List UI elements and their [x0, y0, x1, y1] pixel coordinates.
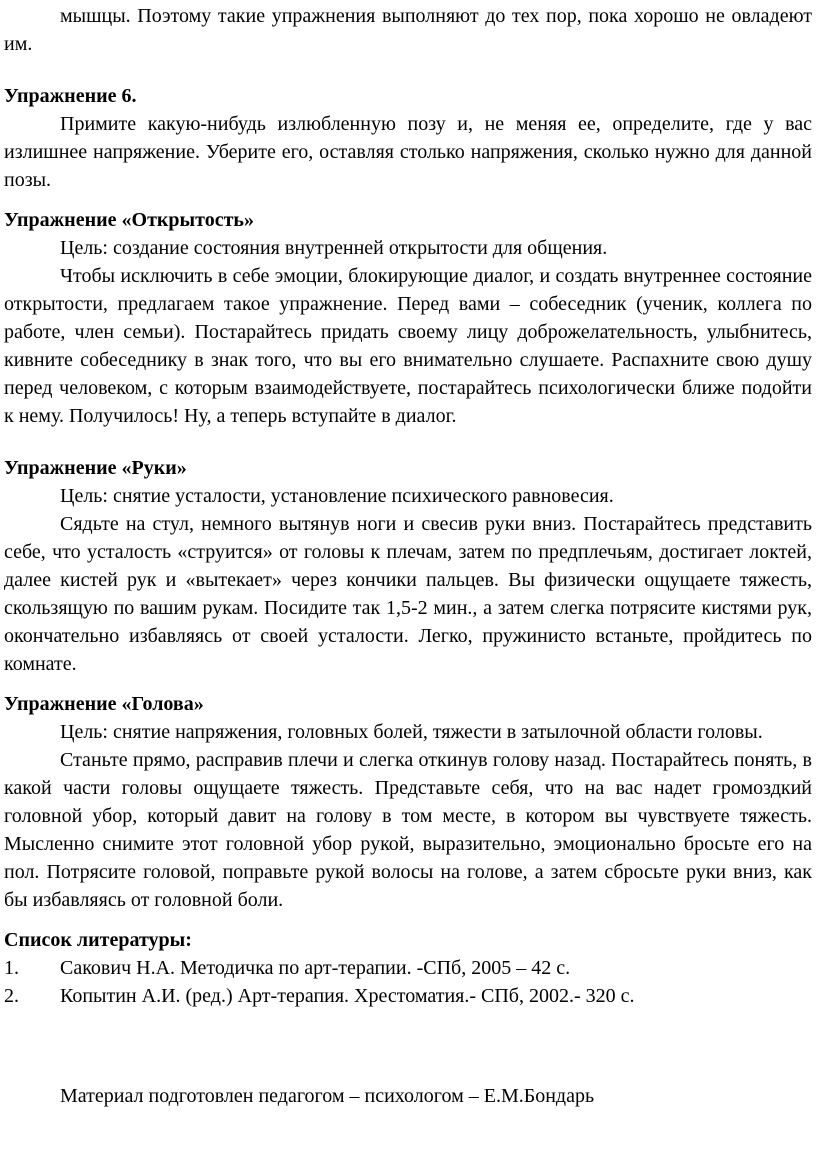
- hands-title: Упражнение «Руки»: [4, 457, 187, 479]
- head-text: Станьте прямо, расправив плечи и слегка откинув голову назад. Постарайтесь понять, в какой части головы ощущаете тяжесть. Представьте себя, что на вас надет громоздкий головной убор, который давит на голову в том месте, в котором вы чувствуете тяжесть. Мысленно снимите этот головной убор рукой, выразительно, эмоционально бросьте его на пол. Потрясите головой, поправьте рукой волосы на голове, а затем сбросьте руки вниз, как бы избавляясь от головной боли.: [4, 749, 812, 911]
- reference-number: 2.: [4, 985, 19, 1007]
- reference-text: Копытин А.И. (ред.) Арт-терапия. Хрестоматия.- СПб, 2002.- 320 с.: [60, 985, 635, 1007]
- reference-item: [4, 954, 812, 982]
- hands-goal: Цель: снятие усталости, установление психического равновесия.: [60, 485, 614, 507]
- openness-title: Упражнение «Открытость»: [4, 209, 254, 231]
- exercise-6-text: Примите какую-нибудь излюбленную позу и, не меняя ее, определите, где у вас излишнее напряжение. Уберите его, оставляя столько напряжения, сколько нужно для данной позы.: [4, 113, 812, 191]
- reference-number: 1.: [4, 957, 19, 979]
- head-title: Упражнение «Голова»: [4, 693, 204, 715]
- openness-goal: Цель: создание состояния внутренней открытости для общения.: [60, 237, 608, 259]
- reference-item: [4, 982, 812, 1010]
- hands-text: Сядьте на стул, немного вытянув ноги и свесив руки вниз. Постарайтесь представить себе, что усталость «струится» от головы к плечам, затем по предплечьям, достигает локтей, далее кистей рук и «вытекает» через кончики пальцев. Вы физически ощущаете тяжесть, скользящую по вашим рукам. Посидите так 1,5-2 мин., а затем слегка потрясите кистями рук, окончательно избавляясь от своей усталости. Легко, пружинисто встаньте, пройдитесь по комнате.: [4, 513, 812, 675]
- exercise-6-title: Упражнение 6.: [4, 85, 137, 107]
- references-title: Список литературы:: [4, 929, 192, 951]
- head-goal: Цель: снятие напряжения, головных болей, тяжести в затылочной области головы.: [60, 721, 763, 743]
- author-signature: Материал подготовлен педагогом – психологом – Е.М.Бондарь: [60, 1085, 595, 1107]
- intro-continuation: мышцы. Поэтому такие упражнения выполняют до тех пор, пока хорошо не овладеют им.: [4, 5, 812, 55]
- reference-text: Сакович Н.А. Методичка по арт-терапии. -СПб, 2005 – 42 с.: [60, 957, 571, 979]
- openness-text: Чтобы исключить в себе эмоции, блокирующие диалог, и создать внутреннее состояние открытости, предлагаем такое упражнение. Перед вами – собеседник (ученик, коллега по работе, член семьи). Постарайтесь придать своему лицу доброжелательность, улыбнитесь, кивните собеседнику в знак того, что вы его внимательно слушаете. Распахните свою душу перед человеком, с которым взаимодействуете, постарайтесь психологически ближе подойти к нему. Получилось! Ну, а теперь вступайте в диалог.: [4, 265, 812, 427]
